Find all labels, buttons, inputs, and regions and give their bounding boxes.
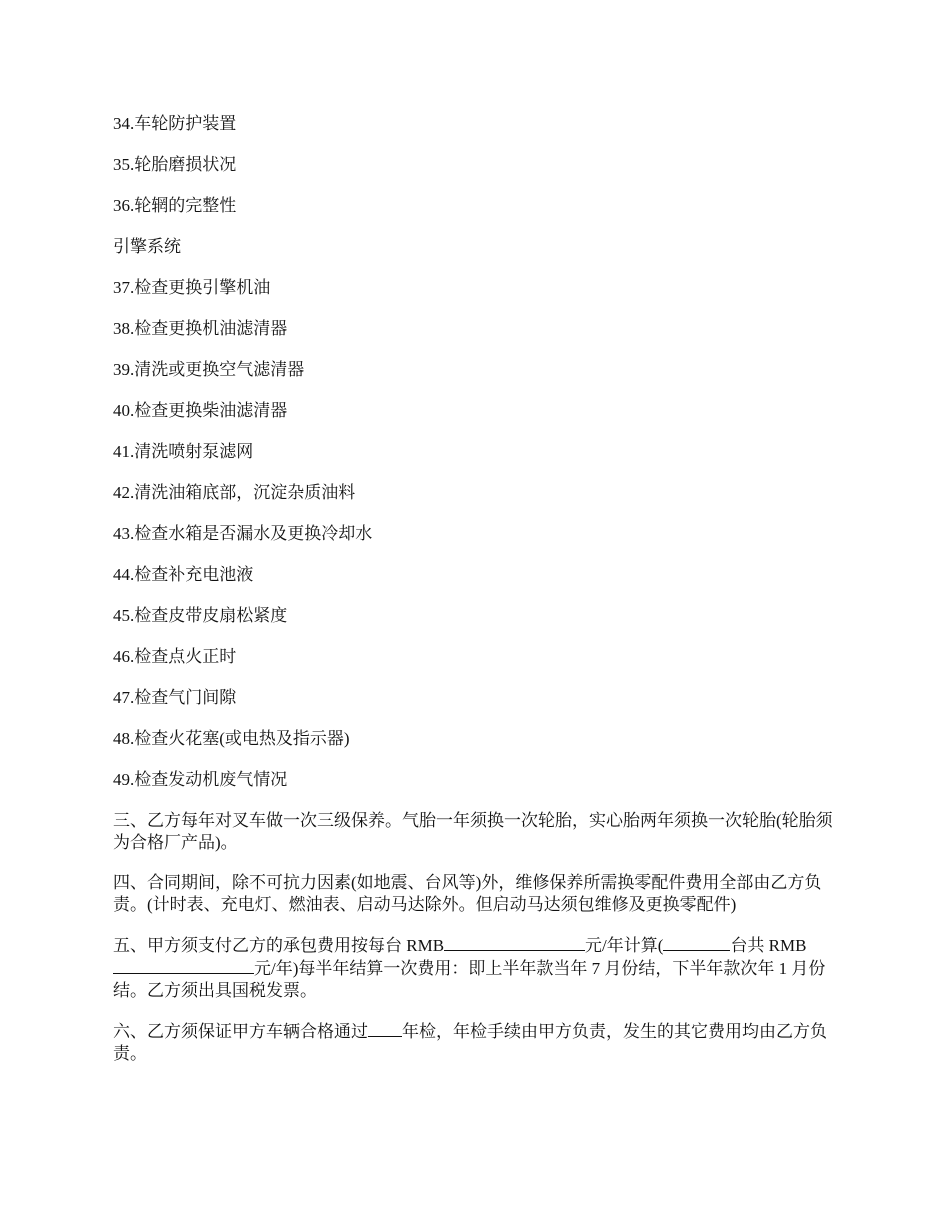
list-item: 40.检查更换柴油滤清器 (113, 401, 288, 420)
total-fee-blank[interactable] (113, 957, 254, 974)
quantity-blank[interactable] (663, 934, 730, 951)
list-item: 38.检查更换机油滤清器 (113, 319, 288, 338)
clause-three: 三、乙方每年对叉车做一次三级保养。气胎一年须换一次轮胎，实心胎两年须换一次轮胎(轮胎须为合格厂产品)。 (113, 811, 833, 852)
list-item: 47.检查气门间隙 (113, 688, 237, 707)
list-item: 49.检查发动机废气情况 (113, 770, 288, 789)
clause-five-text-2: 元/年计算( (585, 936, 664, 955)
clause-six (113, 1020, 841, 1065)
document-body (113, 113, 841, 1083)
clause-four: 四、合同期间，除不可抗力因素(如地震、台风等)外，维修保养所需换零配件费用全部由乙方负责。(计时表、充电灯、燃油表、启动马达除外。但启动马达须包维修及更换零配件) (113, 873, 822, 914)
fee-blank[interactable] (444, 934, 585, 951)
clause-five-text-4: 元/年)每半年结算一次费用：即上半年款当年 7 月份结，下半年款次年 1 月份结。乙方须出具国税发票。 (113, 959, 826, 1000)
clause-five-text-1: 五、甲方须支付乙方的承包费用按每台 RMB (113, 936, 445, 955)
clause-six-text-2: 年检，年检手续由甲方负责，发生的其它费用均由乙方负责。 (113, 1022, 827, 1063)
list-item: 45.检查皮带皮扇松紧度 (113, 606, 288, 625)
list-item: 39.清洗或更换空气滤清器 (113, 360, 305, 379)
list-item: 37.检查更换引擎机油 (113, 278, 271, 297)
list-item: 48.检查火花塞(或电热及指示器) (113, 729, 350, 748)
list-item: 44.检查补充电池液 (113, 565, 254, 584)
clause-six-text-1: 六、乙方须保证甲方车辆合格通过 (113, 1022, 368, 1041)
list-item: 35.轮胎磨损状况 (113, 155, 237, 174)
section-heading-engine: 引擎系统 (113, 237, 181, 256)
list-item: 36.轮辋的完整性 (113, 196, 237, 215)
list-item: 43.检查水箱是否漏水及更换冷却水 (113, 524, 373, 543)
clause-five-text-3: 台共 RMB (730, 936, 807, 955)
inspection-blank[interactable] (368, 1020, 402, 1037)
list-item: 41.清洗喷射泵滤网 (113, 442, 254, 461)
list-item: 46.检查点火正时 (113, 647, 237, 666)
list-item: 34.车轮防护装置 (113, 114, 237, 133)
clause-five (113, 934, 841, 1002)
list-item: 42.清洗油箱底部，沉淀杂质油料 (113, 483, 356, 502)
